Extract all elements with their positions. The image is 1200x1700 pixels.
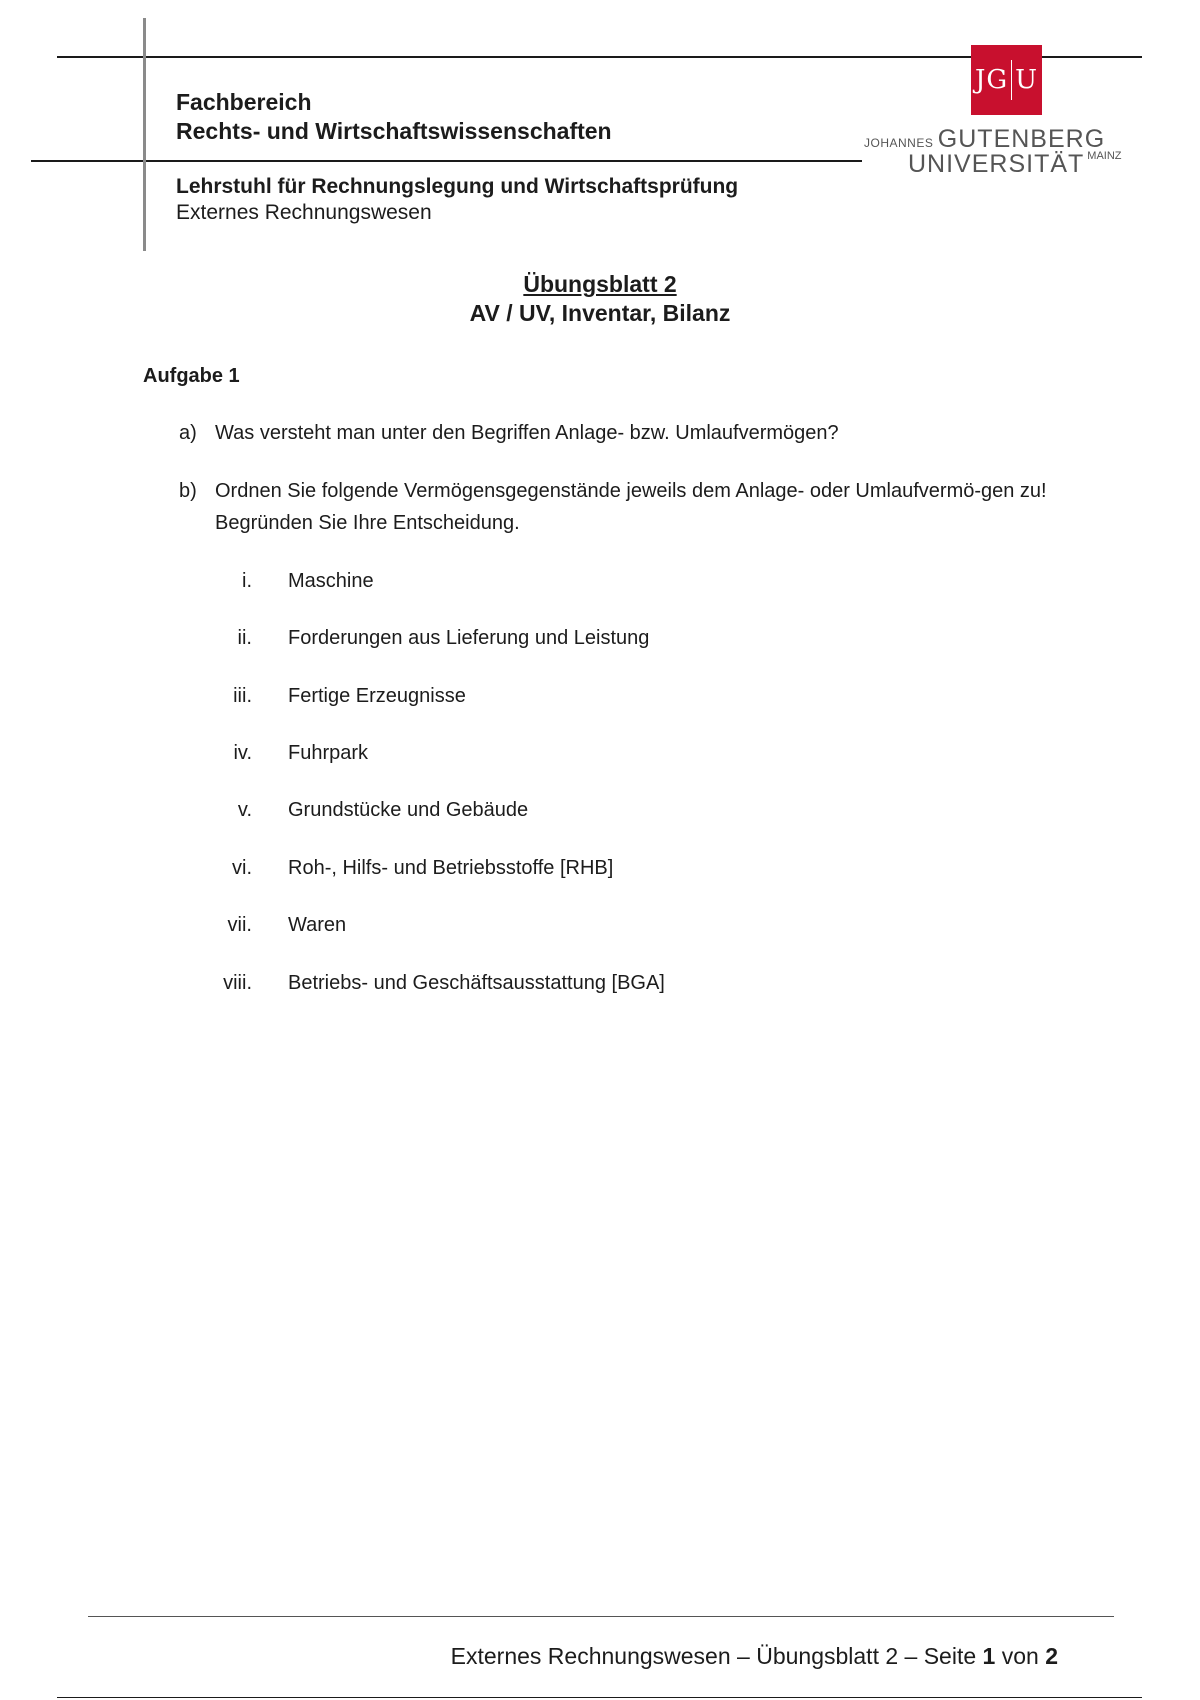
title-line1: Übungsblatt 2 — [523, 271, 677, 297]
header-vertical-rule — [143, 18, 146, 251]
title-line2: AV / UV, Inventar, Bilanz — [469, 300, 731, 326]
list-item-number: iv. — [233, 742, 252, 764]
header-middle-rule — [31, 160, 862, 162]
list-item-text: Waren — [288, 914, 347, 936]
logo-mark-right: U — [1015, 65, 1039, 95]
list-item-number: v. — [237, 799, 252, 821]
list-item-number: vii. — [227, 914, 252, 936]
list-item-number: viii. — [223, 972, 252, 994]
faculty-line2: Rechts- und Wirtschaftswissenschaften — [176, 118, 612, 144]
list-item-text: Grundstücke und Gebäude — [288, 799, 529, 821]
jgu-logo-mark — [971, 45, 1042, 115]
footer-bottom-rule — [57, 1697, 1142, 1698]
faculty-line1: Fachbereich — [176, 89, 312, 115]
logo-mark-separator — [1011, 60, 1012, 100]
course-name: Externes Rechnungswesen — [176, 201, 432, 224]
logo-johannes: JOHANNES — [864, 136, 934, 150]
list-item-number: iii. — [233, 685, 252, 707]
logo-mark-left: JG — [974, 65, 1009, 95]
logo-mainz: MAINZ — [1087, 150, 1122, 162]
question-b-text: Ordnen Sie folgende Vermögensgegenstände jeweils dem Anlage- oder Umlaufvermö-gen zu! Begründen Sie Ihre Entscheidung. — [215, 480, 1047, 534]
footer-page-total: 2 — [1045, 1643, 1058, 1669]
footer-page-number: 1 — [982, 1643, 996, 1669]
footer-prefix: Externes Rechnungswesen – Übungsblatt 2 – Seite — [450, 1643, 977, 1669]
list-item-number: ii. — [237, 627, 252, 649]
question-a-text: Was versteht man unter den Begriffen Anlage- bzw. Umlaufvermögen? — [215, 422, 839, 444]
list-item-number: vi. — [232, 857, 252, 879]
jgu-logo-wordmark — [864, 125, 1122, 178]
logo-universitaet: UNIVERSITÄT — [908, 150, 1085, 178]
chair-block — [176, 174, 738, 226]
footer-of: von — [1001, 1643, 1039, 1669]
list-item-text: Fertige Erzeugnisse — [288, 685, 466, 707]
list-item-text: Fuhrpark — [288, 742, 369, 764]
list-item-text: Roh-, Hilfs- und Betriebsstoffe [RHB] — [288, 857, 614, 879]
chair-name: Lehrstuhl für Rechnungslegung und Wirtschaftsprüfung — [176, 175, 739, 198]
list-item-number: i. — [242, 570, 252, 592]
question-b-label: b) — [179, 480, 197, 502]
footer-rule — [88, 1616, 1114, 1617]
question-a-label: a) — [179, 422, 197, 444]
list-item-text: Betriebs- und Geschäftsausstattung [BGA] — [288, 972, 665, 994]
list-item-text: Maschine — [288, 570, 374, 592]
logo-gutenberg: GUTENBERG — [937, 125, 1106, 153]
task-heading: Aufgabe 1 — [143, 365, 240, 387]
worksheet-title — [0, 270, 1200, 328]
page-footer — [0, 1643, 1058, 1670]
list-item-text: Forderungen aus Lieferung und Leistung — [288, 627, 650, 649]
faculty-heading — [176, 88, 612, 146]
